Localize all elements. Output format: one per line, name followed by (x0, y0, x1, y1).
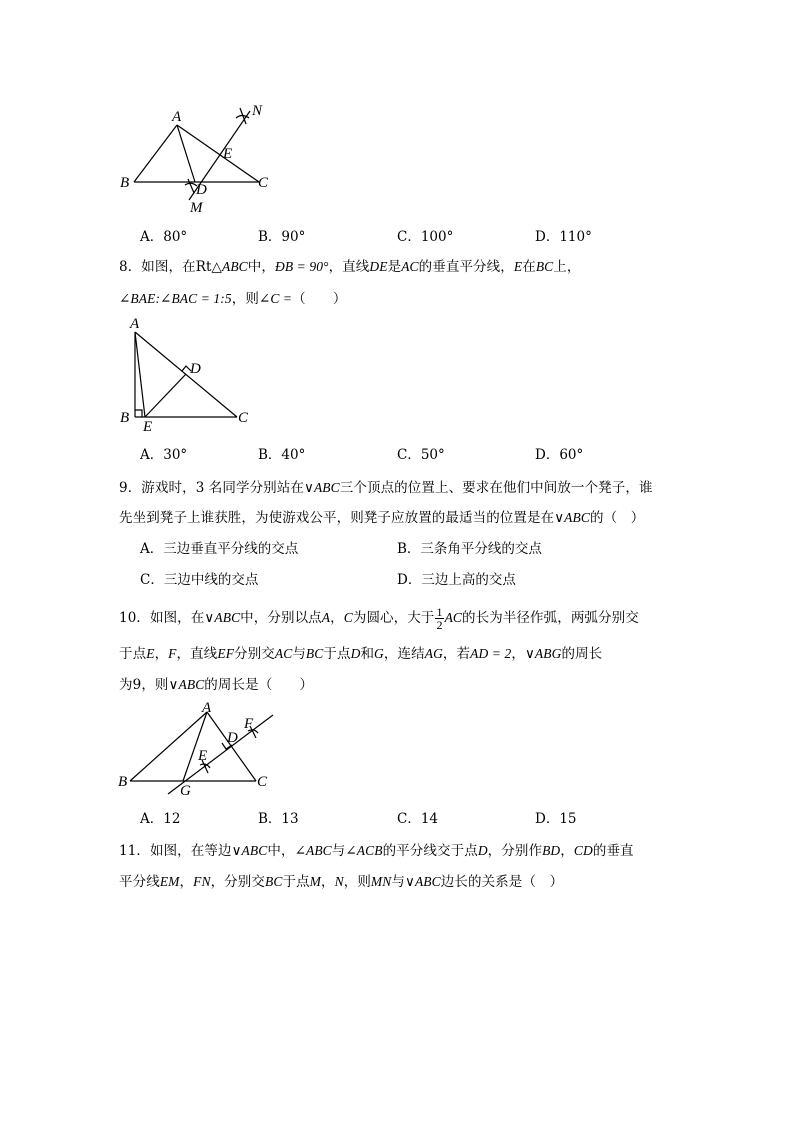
q7-option-b: B．90° (258, 229, 306, 245)
q8-segment-de (145, 374, 186, 417)
q8-label-b: B (120, 410, 130, 426)
q7-segment-ab (134, 125, 177, 182)
q7-segment-ad (177, 125, 195, 182)
q10-label-b: B (118, 774, 128, 790)
q10-fraction-half: $\frac{1}{2}$ (436, 605, 443, 632)
q7-label-a: A (172, 109, 182, 125)
q8-option-a: A．30° (140, 447, 188, 463)
q10-text-line-1: 10．如图，在∨ABC中，分别以点A，C为圆心，大于 $\frac{1}{2}$ AC的长为半径作弧，两弧分别交 (119, 605, 639, 632)
q10-label-e: E (198, 748, 208, 764)
q10-option-c: C．14 (397, 811, 439, 827)
q8-text-line-2: ∠BAE:∠BAC = 1:5，则∠C =（ ） (119, 291, 347, 307)
q9-option-a: A．三边垂直平分线的交点 (140, 541, 299, 557)
q8-label-a: A (130, 316, 140, 332)
q7-option-c: C．100° (397, 229, 454, 245)
q10-option-a: A．12 (140, 811, 181, 827)
q8-option-c: C．50° (397, 447, 445, 463)
q7-option-d: D．110° (535, 229, 592, 245)
q11-text-line-2: 平分线EM，FN，分别交BC于点M，N，则MN与∨ABC边长的关系是（ ） (119, 874, 564, 890)
q10-text-line-3: 为9，则∨ABC的周长是（ ） (119, 677, 314, 693)
q8-label-d: D (190, 361, 201, 377)
q8-segment-ae (135, 332, 145, 417)
q10-label-g: G (180, 783, 191, 799)
q8-option-d: D．60° (535, 447, 584, 463)
q10-label-f: F (244, 716, 254, 732)
q9-text-line-2: 先坐到凳子上谁获胜，为使游戏公平，则凳子应放置的最适当的位置是在∨ABC的（ ） (119, 510, 645, 526)
q10-option-b: B．13 (258, 811, 299, 827)
q7-label-c: C (258, 175, 269, 191)
q7-label-m: M (190, 200, 203, 216)
q7-label-d: D (196, 182, 207, 198)
q7-figure (110, 95, 280, 220)
q9-option-b: B．三条角平分线的交点 (397, 541, 542, 557)
q7-option-a: A．80° (140, 229, 188, 245)
q8-right-angle-b (135, 410, 142, 417)
q8-option-b: B．40° (258, 447, 306, 463)
q10-option-d: D．15 (535, 811, 577, 827)
q7-label-b: B (120, 175, 130, 191)
q10-text-line-2: 于点E，F，直线EF分别交AC与BC于点D和G，连结AG，若AD = 2，∨ABG的周长 (119, 646, 603, 662)
q8-text-line-1: 8．如图，在Rt△ABC中，ÐB = 90°，直线DE是AC的垂直平分线，E在BC上， (119, 259, 581, 275)
q7-segment-ac (177, 125, 259, 182)
q7-label-n: N (252, 103, 263, 119)
q9-option-c: C．三边中线的交点 (140, 572, 259, 588)
q10-figure (110, 698, 285, 803)
q8-label-e: E (143, 419, 153, 435)
q11-text-line-1: 11．如图，在等边∨ABC中，∠ABC与∠ACB的平分线交于点D，分别作BD，CD的垂直 (119, 843, 634, 859)
q8-label-c: C (238, 410, 249, 426)
q9-text-line-1: 9．游戏时，3 名同学分别站在∨ABC三个顶点的位置上、要求在他们中间放一个凳子，谁 (119, 480, 653, 496)
q10-label-d: D (227, 730, 238, 746)
q10-label-a: A (202, 700, 212, 716)
q7-label-e: E (223, 146, 233, 162)
q9-option-d: D．三边上高的交点 (397, 572, 516, 588)
q10-label-c: C (257, 774, 268, 790)
q8-figure (110, 310, 260, 435)
